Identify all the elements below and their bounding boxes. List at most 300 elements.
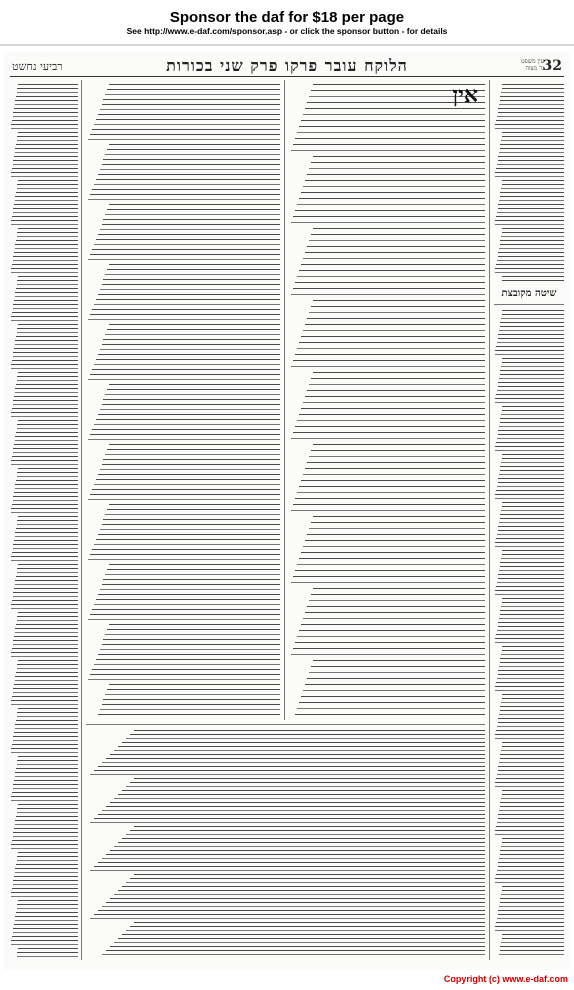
text-line (495, 128, 564, 129)
text-line (17, 376, 78, 377)
text-line (498, 574, 564, 575)
text-line (92, 429, 280, 430)
text-line (88, 379, 280, 380)
text-line (15, 436, 78, 437)
text-line (134, 778, 485, 779)
text-line (102, 524, 280, 525)
text-line (502, 184, 564, 185)
text-line (297, 708, 485, 709)
text-line (495, 782, 564, 783)
text-line (17, 860, 78, 861)
text-line (18, 948, 78, 949)
text-line (495, 638, 564, 639)
text-line (106, 902, 485, 903)
text-line (12, 600, 78, 601)
text-line (495, 220, 564, 221)
text-line (13, 740, 78, 741)
text-line (495, 734, 564, 735)
text-line (297, 132, 485, 133)
text-line (499, 618, 564, 619)
text-line (90, 822, 485, 823)
text-line (16, 480, 78, 481)
text-line (15, 584, 78, 585)
text-line (291, 222, 485, 223)
text-line (291, 582, 485, 583)
sponsor-subtitle[interactable]: See http://www.e-daf.com/sponsor.asp - or click the sponsor button - for details (126, 26, 448, 36)
text-line (501, 414, 564, 415)
text-line (299, 702, 485, 703)
text-line (498, 208, 565, 209)
text-line (498, 722, 565, 723)
text-line (495, 642, 564, 643)
text-line (502, 742, 564, 743)
text-line (495, 402, 564, 403)
text-line (313, 516, 485, 517)
text-line (301, 624, 485, 625)
text-line (13, 256, 78, 257)
text-line (107, 449, 280, 450)
text-line (12, 312, 78, 313)
text-line (107, 689, 280, 690)
text-line (301, 552, 485, 553)
text-line (134, 826, 485, 827)
text-line (291, 654, 485, 655)
text-line (11, 128, 78, 129)
text-line (299, 342, 485, 343)
text-line (498, 526, 564, 527)
text-line (15, 248, 78, 249)
text-line (502, 362, 564, 363)
text-line (18, 276, 78, 277)
text-line (110, 898, 485, 899)
text-line (15, 388, 78, 389)
text-line (499, 762, 564, 763)
text-line (502, 646, 564, 647)
text-line (499, 954, 564, 955)
text-line (13, 928, 78, 929)
text-line (122, 934, 485, 935)
text-line (498, 866, 565, 867)
text-line (109, 264, 280, 265)
text-line (498, 766, 564, 767)
text-line (12, 840, 78, 841)
text-line (293, 576, 485, 577)
text-line (18, 372, 78, 373)
text-line (495, 930, 564, 931)
text-line (88, 199, 280, 200)
text-line (17, 764, 78, 765)
text-line (500, 902, 564, 903)
text-line (17, 952, 78, 953)
text-line (495, 124, 564, 125)
text-line (13, 640, 78, 641)
text-line (107, 269, 280, 270)
text-line (497, 678, 564, 679)
text-line (102, 164, 280, 165)
text-line (498, 914, 565, 915)
text-line (17, 232, 78, 233)
text-line (311, 450, 485, 451)
page-header-left: רביעי נחשט (12, 60, 63, 73)
text-line (105, 514, 280, 515)
text-line (309, 672, 485, 673)
text-line (134, 874, 485, 875)
text-line (496, 730, 564, 731)
text-line (15, 392, 78, 393)
text-line (495, 882, 564, 883)
text-line (501, 798, 564, 799)
text-line (102, 858, 485, 859)
text-line (502, 84, 564, 85)
text-line (498, 434, 565, 435)
text-line (11, 272, 78, 273)
page-header-ein-mishpat: עין משפט נר מצוה (521, 58, 544, 72)
text-line (16, 816, 78, 817)
text-line (299, 198, 485, 199)
text-line (11, 316, 78, 317)
text-line (501, 606, 564, 607)
text-line (11, 940, 78, 941)
text-line (498, 478, 564, 479)
text-line (16, 576, 78, 577)
text-line (16, 720, 78, 721)
text-line (15, 296, 78, 297)
text-line (499, 474, 564, 475)
text-line (16, 96, 78, 97)
text-line (126, 930, 485, 931)
text-line (110, 802, 485, 803)
left-margin-commentary (10, 84, 78, 960)
text-line (114, 894, 485, 895)
text-line (293, 288, 485, 289)
text-line (15, 680, 78, 681)
text-line (17, 616, 78, 617)
text-line (92, 129, 280, 130)
text-line (13, 208, 78, 209)
text-line (495, 176, 564, 177)
text-line (500, 196, 564, 197)
text-line (495, 878, 564, 879)
text-line (106, 806, 485, 807)
text-line (313, 588, 485, 589)
text-line (98, 534, 280, 535)
text-line (297, 204, 485, 205)
text-line (114, 750, 485, 751)
text-line (88, 559, 280, 560)
text-line (305, 324, 485, 325)
text-line (12, 456, 78, 457)
text-line (495, 494, 564, 495)
text-line (92, 549, 280, 550)
text-line (18, 852, 78, 853)
text-line (11, 412, 78, 413)
text-line (500, 706, 564, 707)
text-line (12, 408, 78, 409)
text-line (11, 896, 78, 897)
text-line (15, 724, 78, 725)
text-line (16, 336, 78, 337)
text-line (17, 140, 78, 141)
text-line (495, 690, 564, 691)
text-line (495, 446, 564, 447)
text-line (94, 914, 485, 915)
text-line (14, 300, 78, 301)
text-line (15, 152, 78, 153)
text-line (498, 160, 565, 161)
text-line (12, 264, 78, 265)
text-line (94, 770, 485, 771)
text-line (497, 582, 564, 583)
text-line (110, 850, 485, 851)
text-line (17, 476, 78, 477)
text-line (11, 512, 78, 513)
text-line (17, 760, 78, 761)
text-line (498, 814, 564, 815)
text-line (293, 432, 485, 433)
text-line (102, 810, 485, 811)
text-line (502, 886, 564, 887)
text-line (499, 858, 564, 859)
text-line (498, 622, 564, 623)
text-line (13, 356, 78, 357)
text-line (297, 492, 485, 493)
text-line (16, 288, 78, 289)
text-line (105, 334, 280, 335)
text-line (98, 654, 280, 655)
text-line (118, 842, 485, 843)
text-line (15, 488, 78, 489)
text-line (11, 604, 78, 605)
text-line (126, 882, 485, 883)
text-line (102, 954, 485, 955)
text-line (14, 156, 78, 157)
text-line (502, 694, 564, 695)
text-line (17, 424, 78, 425)
text-line (13, 160, 78, 161)
text-line (15, 628, 78, 629)
text-line (499, 810, 564, 811)
text-line (98, 474, 280, 475)
text-line (18, 756, 78, 757)
text-line (11, 652, 78, 653)
text-line (499, 248, 564, 249)
text-line (500, 374, 564, 375)
text-line (100, 109, 280, 110)
text-line (18, 564, 78, 565)
text-line (305, 396, 485, 397)
text-line (502, 838, 564, 839)
text-line (297, 636, 485, 637)
text-line (16, 528, 78, 529)
text-line (307, 606, 485, 607)
text-line (502, 180, 564, 181)
text-line (501, 894, 564, 895)
text-line (92, 189, 280, 190)
text-line (15, 344, 78, 345)
text-line (13, 592, 78, 593)
text-line (293, 360, 485, 361)
text-line (107, 89, 280, 90)
text-line (98, 414, 280, 415)
text-line (502, 276, 564, 277)
text-line (301, 696, 485, 697)
text-line (16, 432, 78, 433)
text-line (500, 518, 564, 519)
text-line (105, 154, 280, 155)
text-line (311, 162, 485, 163)
text-line (15, 340, 78, 341)
text-line (13, 788, 78, 789)
text-line (102, 344, 280, 345)
text-line (502, 502, 564, 503)
text-line (13, 212, 78, 213)
text-line (90, 554, 280, 555)
text-line (94, 244, 280, 245)
text-line (293, 216, 485, 217)
text-line (496, 346, 564, 347)
text-line (90, 614, 280, 615)
text-line (305, 180, 485, 181)
text-line (305, 108, 485, 109)
text-line (495, 926, 564, 927)
text-line (94, 124, 280, 125)
text-line (299, 126, 485, 127)
text-line (105, 94, 280, 95)
text-line (11, 368, 78, 369)
text-line (14, 492, 78, 493)
text-line (92, 249, 280, 250)
text-line (502, 550, 564, 551)
text-line (500, 854, 564, 855)
text-line (90, 674, 280, 675)
text-line (92, 369, 280, 370)
text-line (502, 410, 564, 411)
text-line (94, 304, 280, 305)
text-line (11, 892, 78, 893)
text-line (11, 460, 78, 461)
copyright-notice[interactable]: Copyright (c) www.e-daf.com (443, 974, 568, 984)
text-line (96, 239, 280, 240)
text-line (17, 716, 78, 717)
text-line (90, 374, 280, 375)
text-line (501, 462, 564, 463)
text-line (305, 612, 485, 613)
text-line (495, 498, 564, 499)
text-line (102, 404, 280, 405)
text-line (103, 639, 280, 640)
text-line (103, 459, 280, 460)
text-line (295, 210, 485, 211)
text-line (498, 338, 565, 339)
text-line (15, 824, 78, 825)
text-line (13, 836, 78, 837)
text-line (109, 384, 280, 385)
text-line (13, 260, 78, 261)
text-line (13, 548, 78, 549)
text-line (297, 276, 485, 277)
text-line (495, 450, 564, 451)
text-line (500, 326, 564, 327)
text-line (500, 662, 564, 663)
text-line (14, 348, 78, 349)
text-line (502, 890, 564, 891)
text-line (12, 936, 78, 937)
text-line (98, 174, 280, 175)
text-line (496, 826, 564, 827)
text-line (495, 830, 564, 831)
text-line (106, 758, 485, 759)
footer (0, 972, 574, 990)
text-line (500, 96, 564, 97)
text-line (118, 938, 485, 939)
text-line (105, 694, 280, 695)
text-line (13, 308, 78, 309)
text-line (307, 174, 485, 175)
text-line (11, 220, 78, 221)
text-line (502, 314, 564, 315)
text-line (495, 738, 564, 739)
text-line (299, 558, 485, 559)
text-line (497, 486, 564, 487)
text-line (100, 349, 280, 350)
text-line (499, 426, 564, 427)
text-line (100, 469, 280, 470)
text-line (295, 138, 485, 139)
text-line (11, 800, 78, 801)
text-line (496, 168, 564, 169)
text-line (15, 916, 78, 917)
sponsor-title[interactable]: Sponsor the daf for $18 per page (169, 9, 405, 26)
text-line (496, 538, 564, 539)
text-line (11, 508, 78, 509)
text-line (301, 192, 485, 193)
text-line (14, 732, 78, 733)
text-line (13, 304, 78, 305)
text-line (497, 822, 564, 823)
text-line (90, 134, 280, 135)
text-line (109, 564, 280, 565)
text-line (498, 430, 564, 431)
page-header-title: הלוקח עובר פרקו פרק שני בכורות (166, 56, 408, 75)
text-line (313, 300, 485, 301)
text-line (501, 750, 564, 751)
text-line (17, 664, 78, 665)
text-line (305, 468, 485, 469)
text-line (17, 332, 78, 333)
text-line (500, 710, 564, 711)
text-line (11, 704, 78, 705)
text-line (495, 224, 564, 225)
text-line (500, 418, 564, 419)
text-line (16, 864, 78, 865)
text-line (500, 470, 564, 471)
text-line (502, 88, 564, 89)
text-line (307, 318, 485, 319)
text-line (98, 234, 280, 235)
text-line (103, 159, 280, 160)
text-line (501, 92, 564, 93)
text-line (122, 838, 485, 839)
text-line (502, 554, 564, 555)
text-line (500, 610, 564, 611)
text-line (502, 132, 564, 133)
text-line (13, 688, 78, 689)
text-line (500, 422, 564, 423)
text-line (118, 746, 485, 747)
text-line (105, 214, 280, 215)
text-line (502, 602, 564, 603)
sponsor-banner[interactable] (0, 0, 574, 46)
